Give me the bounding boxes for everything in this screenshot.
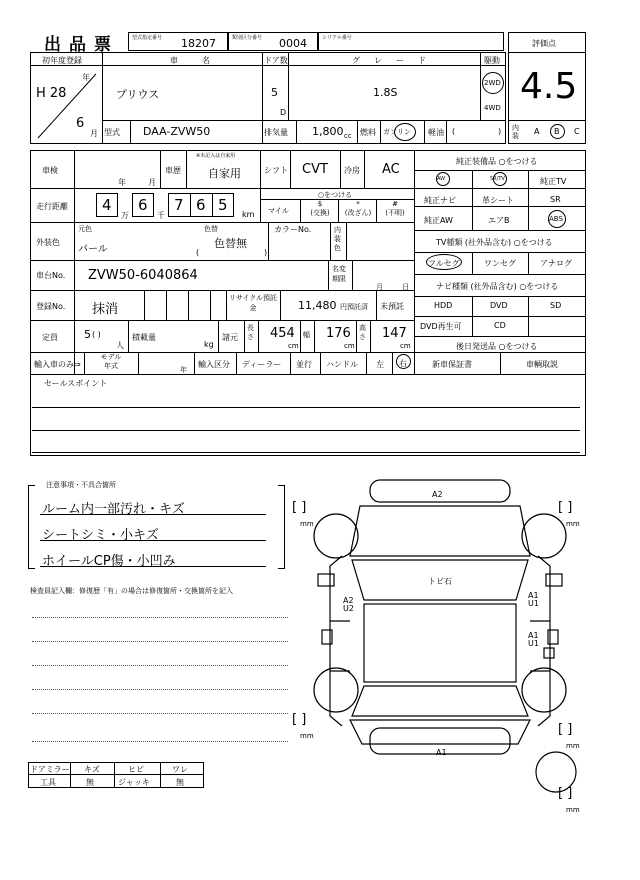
- later-warranty: 新車保証書: [432, 360, 472, 369]
- fuel-label: 燃料: [360, 128, 376, 137]
- front-left-wheel: [314, 514, 358, 558]
- navi-dvd-play: DVD再生可: [420, 322, 462, 331]
- tire-bracket: [ ]: [558, 500, 573, 515]
- recycle-unpaid: 未預託: [380, 302, 404, 311]
- right-mirror: [546, 574, 562, 586]
- legend-header: ドアミラー: [30, 765, 70, 774]
- doors-label: ドア数: [264, 56, 288, 65]
- tv-title: TV種類 (社外品含む) ○をつける: [436, 238, 553, 247]
- legend-value: ジャッキ: [118, 778, 150, 787]
- reg-label: 登録No.: [36, 302, 66, 311]
- height-label: 高さ: [359, 324, 366, 341]
- width-unit: cm: [344, 342, 355, 350]
- tire-bracket: [ ]: [292, 712, 307, 727]
- legend-value: 無: [176, 778, 184, 787]
- mileage-option-mile: マイル: [268, 207, 289, 215]
- mileage-option-tampered: * (改ざん): [344, 200, 372, 217]
- inspection-label: 車検: [42, 166, 58, 175]
- hood: [350, 506, 530, 556]
- sheet-title: 出品票: [44, 35, 119, 55]
- drive-label: 駆動: [484, 56, 500, 65]
- history-note: ※未記入は自家用: [196, 153, 236, 159]
- ac-value: AC: [382, 162, 400, 177]
- chassis-value: ZVW50-6040864: [88, 268, 198, 283]
- doors-value: 5: [271, 86, 278, 99]
- equipment-title: 純正装備品 ○をつける: [456, 157, 538, 166]
- note-line: ルーム内一部汚れ・キズ: [42, 502, 185, 517]
- renamed-month: 月: [376, 283, 383, 291]
- interior-grade-c: C: [574, 127, 580, 136]
- capacity-label: 定員: [42, 333, 58, 342]
- year-unit: 年: [82, 73, 90, 82]
- ac-label: 冷房: [344, 166, 360, 175]
- load-label: 積載量: [132, 333, 156, 342]
- equip-leather: 革シート: [482, 196, 514, 205]
- width-label: 幅: [303, 331, 310, 339]
- mileage-digit: 6: [196, 196, 206, 214]
- interior-grade-a: A: [534, 127, 540, 136]
- model-year-unit: 年: [180, 366, 187, 374]
- color-paren-close: ): [264, 248, 268, 257]
- car-name-label: 車名: [170, 56, 234, 65]
- damage-mark: A1: [436, 748, 447, 757]
- left-label: 左: [376, 360, 384, 369]
- height-unit: cm: [400, 342, 411, 350]
- displacement-value: 1,800: [312, 125, 344, 138]
- navi-sd: SD: [550, 301, 562, 310]
- model-cert-label: 型式指定番号: [132, 35, 163, 41]
- inspection-year-unit: 年: [118, 178, 126, 187]
- length-value: 454: [270, 326, 295, 341]
- color-no-label: カラーNo.: [274, 225, 312, 234]
- renamed-day: 日: [402, 283, 409, 291]
- mileage-digit: 7: [174, 196, 184, 214]
- serial-label: シリアル番号: [322, 35, 352, 41]
- roof: [364, 604, 516, 682]
- model-year-label: モデル 年式: [100, 353, 122, 370]
- damage-mark: A2 U2: [343, 596, 354, 613]
- recycle-unit: 円預託済: [340, 303, 368, 311]
- import-class-label: 輸入区分: [198, 360, 230, 369]
- oil-paren-close: ): [498, 127, 502, 136]
- mileage-label: 走行距離: [36, 202, 68, 211]
- tire-unit: mm: [566, 742, 580, 750]
- fuel-value: ガソリン: [383, 128, 411, 136]
- drive-4wd: 4WD: [484, 104, 501, 112]
- car-name-value: プリウス: [116, 88, 160, 101]
- mileage-circle-note: ○をつける: [318, 191, 353, 199]
- color-paren-open: (: [196, 248, 200, 257]
- load-unit: kg: [204, 340, 214, 349]
- mileage-unit: km: [242, 210, 255, 219]
- interior-color-label: 内装色: [334, 226, 341, 252]
- recycle-label: リサイクル預託金: [228, 294, 278, 312]
- tv-fullseg: フルセグ: [428, 259, 460, 268]
- model-cert-value: 18207: [181, 37, 216, 50]
- tire-unit: mm: [300, 732, 314, 740]
- capacity-unit: 人: [116, 341, 124, 350]
- score-value: 4.5: [520, 66, 578, 107]
- equip-sr: SR: [550, 195, 561, 204]
- mileage-digit: 4: [102, 196, 112, 214]
- notes-bracket-right: [278, 485, 285, 569]
- displacement-unit: cc: [344, 132, 352, 140]
- legend-header: ヒビ: [128, 765, 144, 774]
- equip-aw: AW: [437, 176, 446, 182]
- equip-abs: ABS: [549, 215, 563, 223]
- length-unit: cm: [288, 342, 299, 350]
- first-reg-label: 初年度登録: [42, 56, 82, 65]
- equip-airbag: エアB: [488, 216, 510, 225]
- model-cert-box: [128, 32, 228, 51]
- height-value: 147: [382, 326, 407, 341]
- parallel-label: 並行: [296, 360, 312, 369]
- month-unit: 月: [90, 129, 98, 138]
- category-label: 類別区分番号: [232, 35, 263, 41]
- renamed-label: 名変期限: [332, 265, 346, 283]
- damage-mark: A1 U1: [528, 591, 539, 608]
- tire-bracket: [ ]: [558, 722, 573, 737]
- notes-title: 注意事項・不具合箇所: [46, 481, 116, 489]
- dealer-label: ディーラー: [242, 360, 282, 369]
- tv-analog: アナログ: [540, 259, 572, 268]
- rear-right-wheel: [522, 668, 566, 712]
- damage-mark: トビ石: [428, 577, 452, 586]
- category-box: [228, 32, 318, 51]
- chassis-label: 車台No.: [36, 271, 66, 280]
- grade-label: グレード: [352, 56, 440, 65]
- mileage-digit: 5: [218, 196, 228, 214]
- front-right-wheel: [522, 514, 566, 558]
- tire-bracket: [ ]: [558, 786, 573, 801]
- later-title: 後日発送品 ○をつける: [456, 342, 538, 351]
- color-original-value: パール: [78, 244, 108, 255]
- legend-value: 工具: [40, 778, 56, 787]
- legend-header: ワレ: [172, 765, 188, 774]
- car-damage-diagram: [290, 476, 590, 816]
- dims-label: 諸元: [222, 333, 238, 342]
- mileage-sen: 千: [157, 211, 165, 220]
- inspection-month-unit: 月: [148, 178, 156, 187]
- navi-cd: CD: [494, 321, 506, 330]
- navi-title: ナビ種類 (社外品含む) ○をつける: [436, 282, 559, 291]
- handle-label: ハンドル: [326, 360, 358, 369]
- mileage-option-exchange: $ (交換): [310, 200, 330, 217]
- capacity-value: 5: [84, 328, 91, 341]
- navi-hdd: HDD: [434, 301, 453, 310]
- length-label: 長さ: [247, 324, 254, 341]
- equip-alloy: 純正AW: [424, 216, 453, 225]
- doors-suffix: D: [280, 108, 287, 117]
- interior-label: 内装: [512, 124, 519, 140]
- right-label: 右: [399, 359, 407, 368]
- displacement-label: 排気量: [264, 128, 288, 137]
- import-label: 輸入車のみ⇒: [34, 360, 81, 369]
- first-reg-era: H 28: [36, 86, 67, 101]
- tv-oneseg: ワンセグ: [484, 259, 516, 268]
- legend-header: キズ: [84, 765, 100, 774]
- notes-bracket-left: [28, 485, 35, 569]
- score-label: 評価点: [532, 39, 556, 48]
- model-label: 型式: [104, 128, 120, 137]
- rear-left-wheel: [314, 668, 358, 712]
- equip-tv: 純正TV: [540, 177, 567, 186]
- tire-unit: mm: [566, 520, 580, 528]
- grade-value: 1.8S: [373, 86, 398, 99]
- color-change-label: 色替: [204, 225, 218, 233]
- tire-unit: mm: [566, 806, 580, 814]
- inspector-note: 検査員記入欄：修復歴「有」の場合は修復箇所・交換箇所を記入: [30, 587, 233, 595]
- later-manual: 車輌取説: [526, 360, 558, 369]
- note-line: ホイールCP傷・小凹み: [42, 554, 176, 569]
- interior-grade-circle: [550, 124, 565, 139]
- color-change-value: 色替無: [214, 237, 247, 250]
- model-value: DAA-ZVW50: [143, 125, 211, 138]
- serial-box: [318, 32, 504, 51]
- mileage-option-unknown: # (不明): [385, 200, 405, 217]
- equip-navi: 純正ナビ: [424, 196, 456, 205]
- color-label: 外装色: [36, 238, 60, 247]
- mileage-digit: 6: [138, 196, 148, 214]
- shift-label: シフト: [264, 166, 288, 175]
- sales-point-label: セールスポイント: [44, 379, 108, 388]
- tire-unit: mm: [300, 520, 314, 528]
- history-label: 車歴: [165, 166, 181, 175]
- oil-paren: (: [452, 127, 456, 136]
- drive-2wd: 2WD: [484, 79, 501, 87]
- trunk: [350, 720, 530, 744]
- shift-value: CVT: [302, 162, 328, 177]
- legend-value: 無: [86, 778, 94, 787]
- interior-grade-b: B: [554, 127, 560, 136]
- fuel-lid: [544, 648, 554, 658]
- reg-value: 抹消: [92, 302, 119, 317]
- left-mirror: [318, 574, 334, 586]
- rear-window: [352, 686, 528, 716]
- category-value: 0004: [279, 37, 307, 50]
- navi-dvd: DVD: [490, 301, 508, 310]
- recycle-value: 11,480: [298, 299, 337, 312]
- tire-bracket: [ ]: [292, 500, 307, 515]
- color-original-label: 元色: [78, 225, 92, 233]
- width-value: 176: [326, 326, 351, 341]
- first-reg-month: 6: [76, 116, 85, 131]
- note-line: シートシミ・小キズ: [42, 528, 159, 543]
- capacity-paren: ( ): [92, 330, 101, 339]
- damage-mark: A1 U1: [528, 631, 539, 648]
- oil-label: 軽油: [428, 128, 444, 137]
- history-value: 自家用: [208, 167, 241, 180]
- damage-mark: A2: [432, 490, 443, 499]
- equip-srtv: SR/TV: [490, 176, 505, 182]
- mileage-man: 万: [121, 211, 129, 220]
